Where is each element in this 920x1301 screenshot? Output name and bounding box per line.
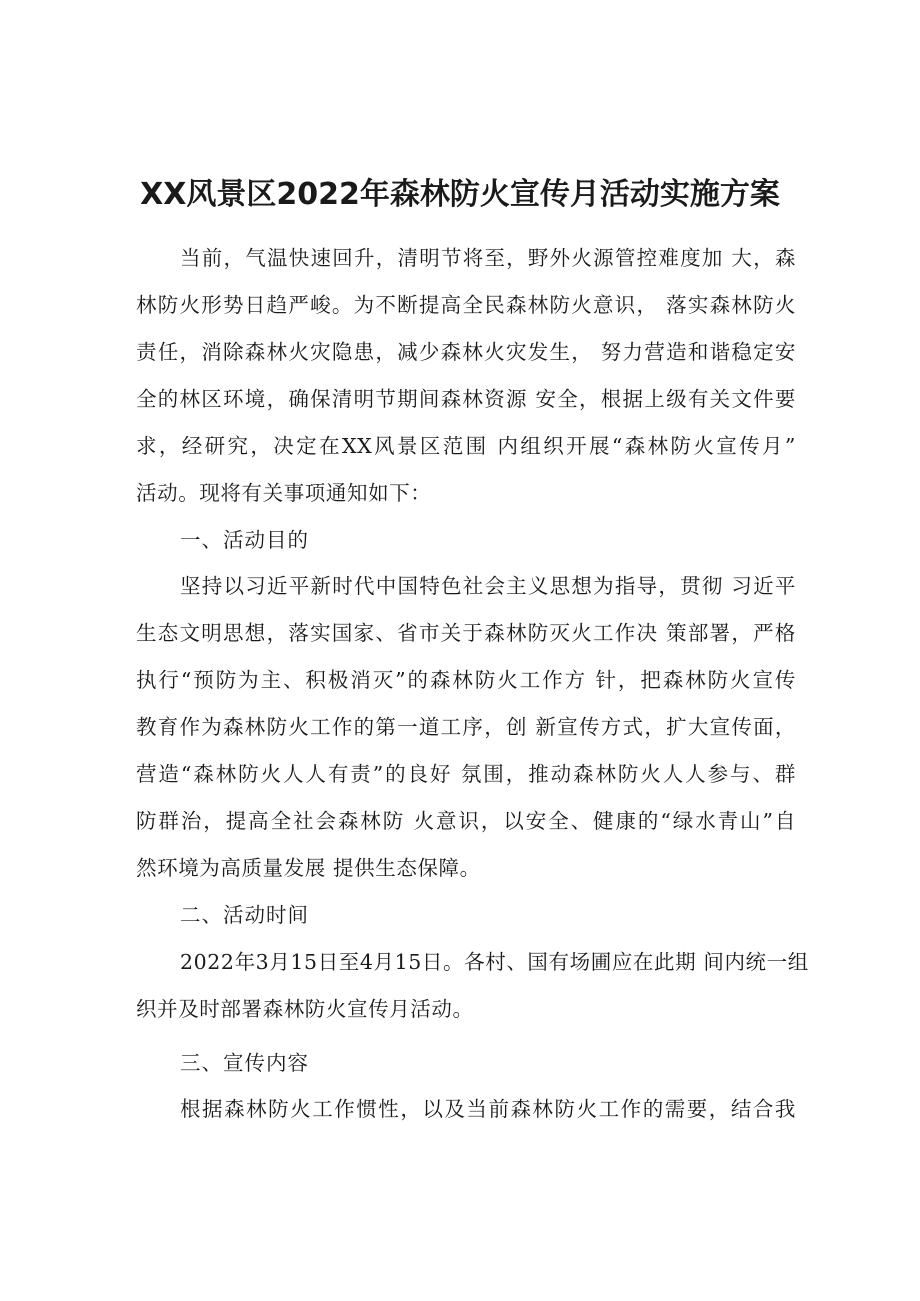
section-1-line-5: 营造“森林防火人人有责”的良好 氛围，推动森林防火人人参与、群 bbox=[136, 762, 796, 786]
section-1-line-4: 教育作为森林防火工作的第一道工序，创 新宣传方式，扩大宣传面， bbox=[136, 715, 796, 739]
section-2-heading: 二、活动时间 bbox=[180, 903, 309, 927]
section-1-heading: 一、活动目的 bbox=[180, 528, 309, 552]
section-2-line-1: 2022年3月15日至4月15日。各村、国有场圃应在此期 间内统一组 bbox=[180, 950, 809, 974]
section-2-line-2: 织并及时部署森林防火宣传月活动。 bbox=[136, 997, 474, 1021]
section-1-line-3: 执行“预防为主、积极消灭”的森林防火工作方 针，把森林防火宣传 bbox=[136, 668, 796, 692]
section-1-line-6: 防群治，提高全社会森林防 火意识，以安全、健康的“绿水青山”自 bbox=[136, 809, 796, 833]
intro-line-6: 活动。现将有关事项通知如下： bbox=[136, 481, 432, 505]
intro-line-1: 当前，气温快速回升，清明节将至，野外火源管控难度加 大，森 bbox=[180, 246, 796, 270]
section-3-heading: 三、宣传内容 bbox=[180, 1051, 309, 1075]
section-3-line-1: 根据森林防火工作惯性，以及当前森林防火工作的需要，结合我 bbox=[180, 1097, 796, 1121]
section-1-line-2: 生态文明思想，落实国家、省市关于森林防灭火工作决 策部署，严格 bbox=[136, 621, 796, 645]
intro-line-2: 林防火形势日趋严峻。为不断提高全民森林防火意识， 落实森林防火 bbox=[136, 293, 796, 317]
document-title: XX风景区2022年森林防火宣传月活动实施方案 bbox=[140, 177, 780, 212]
intro-line-4: 全的林区环境，确保清明节期间森林资源 安全，根据上级有关文件要 bbox=[136, 387, 796, 411]
intro-line-5: 求，经研究，决定在XX风景区范围 内组织开展“森林防火宣传月” bbox=[136, 434, 796, 458]
section-1-line-1: 坚持以习近平新时代中国特色社会主义思想为指导，贯彻 习近平 bbox=[180, 574, 796, 598]
section-1-line-7: 然环境为高质量发展 提供生态保障。 bbox=[136, 856, 481, 880]
intro-line-3: 责任，消除森林火灾隐患，减少森林火灾发生， 努力营造和谐稳定安 bbox=[136, 340, 796, 364]
